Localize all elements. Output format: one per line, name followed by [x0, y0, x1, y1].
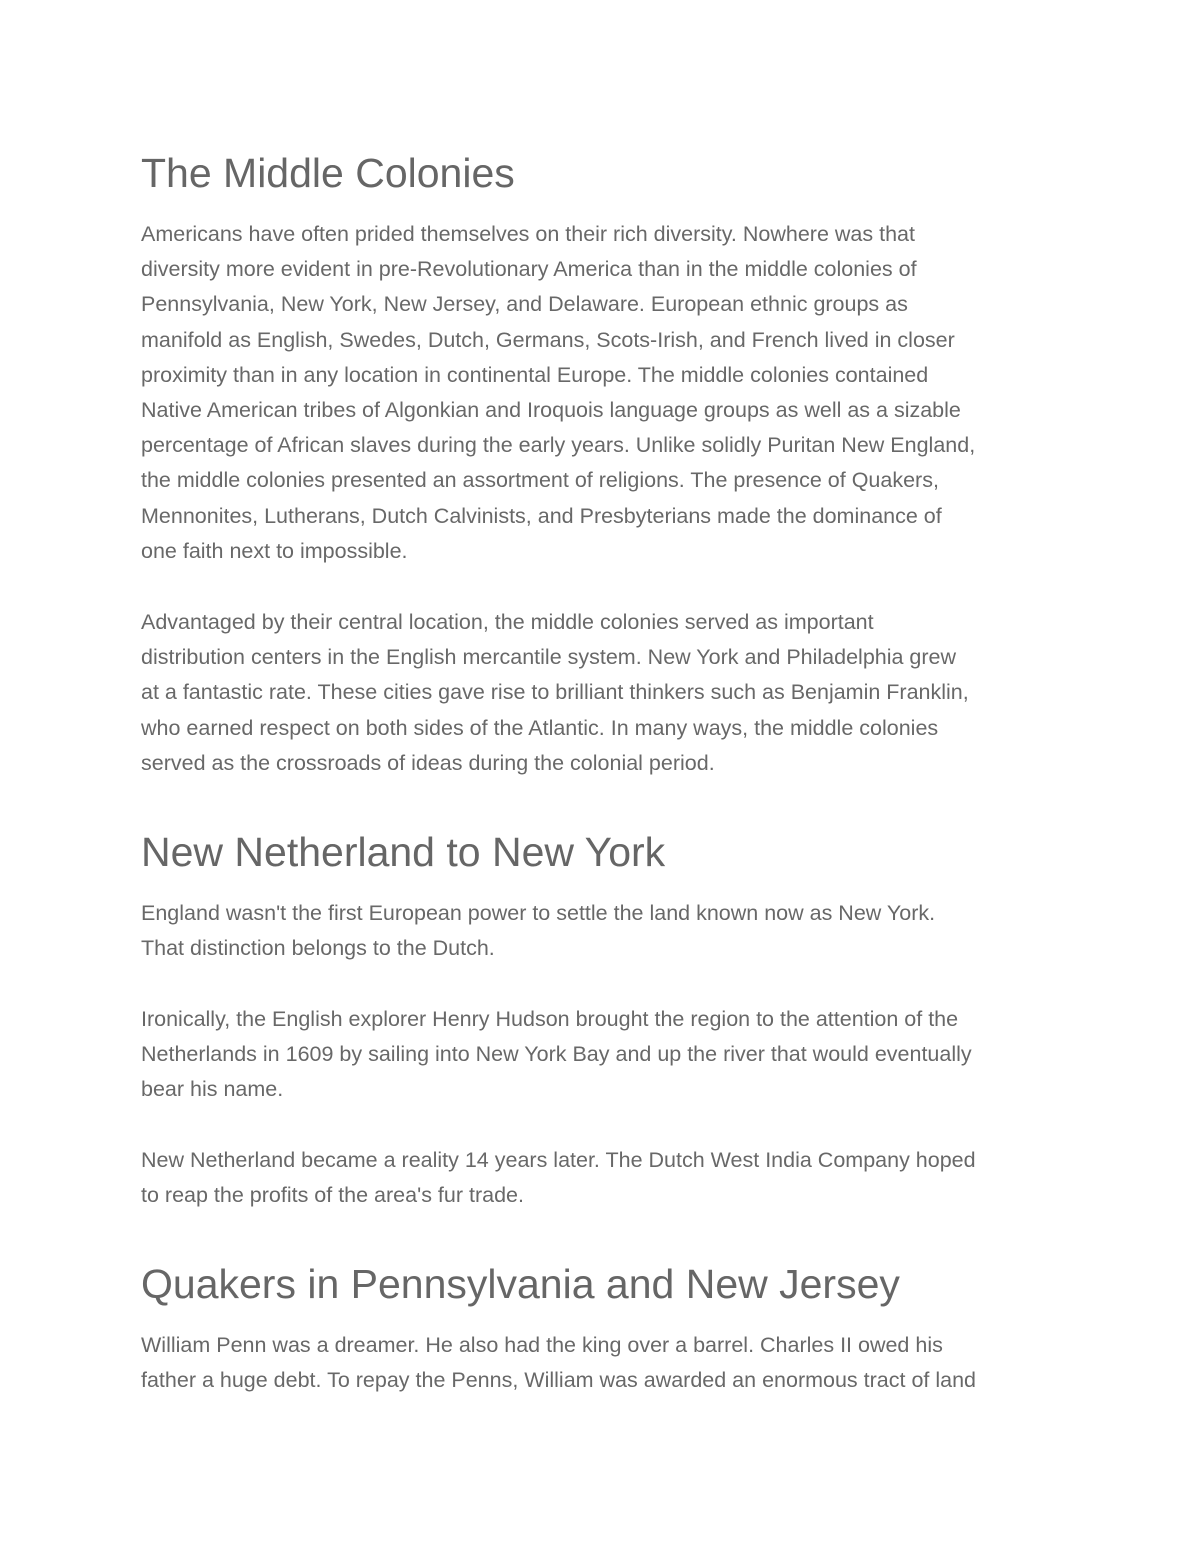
paragraph-west-india-company	[141, 1143, 1071, 1213]
text-line: William Penn was a dreamer. He also had the king over a barrel. Charles II owed his	[141, 1333, 943, 1357]
text-line: distribution centers in the English mercantile system. New York and Philadelphia grew	[141, 645, 957, 670]
text-line: England wasn't the first European power to settle the land known now as New York.	[141, 901, 936, 925]
text-line: at a fantastic rate. These cities gave rise to brilliant thinkers such as Benjamin Franklin,	[141, 680, 969, 705]
text-line: Advantaged by their central location, the middle colonies served as important	[141, 610, 874, 634]
heading-quakers: Quakers in Pennsylvania and New Jersey	[141, 1261, 900, 1307]
text-line: proximity than in any location in continental Europe. The middle colonies contained	[141, 362, 929, 387]
text-line: Americans have often prided themselves on their rich diversity. Nowhere was that	[141, 222, 915, 246]
text-line: diversity more evident in pre-Revolutionary America than in the middle colonies of	[141, 257, 917, 282]
text-line: the middle colonies presented an assortment of religions. The presence of Quakers,	[141, 468, 939, 493]
heading-new-netherland: New Netherland to New York	[141, 829, 666, 875]
text-line: manifold as English, Swedes, Dutch, Germans, Scots-Irish, and French lived in closer	[141, 327, 955, 352]
paragraph-henry-hudson	[141, 1002, 1071, 1108]
text-line: bear his name.	[141, 1077, 284, 1102]
text-line: Ironically, the English explorer Henry Hudson brought the region to the attention of the	[141, 1007, 959, 1031]
paragraph-central-location	[141, 605, 1071, 781]
text-line: served as the crossroads of ideas during the colonial period.	[141, 750, 715, 775]
paragraph-william-penn	[141, 1328, 1071, 1398]
text-line: Mennonites, Lutherans, Dutch Calvinists, and Presbyterians made the dominance of	[141, 503, 942, 528]
text-line: Pennsylvania, New York, New Jersey, and Delaware. European ethnic groups as	[141, 292, 908, 317]
text-line: Native American tribes of Algonkian and Iroquois language groups as well as a sizable	[141, 397, 961, 422]
text-line: who earned respect on both sides of the Atlantic. In many ways, the middle colonies	[141, 715, 939, 740]
text-line: That distinction belongs to the Dutch.	[141, 936, 495, 961]
text-line: to reap the profits of the area's fur trade.	[141, 1183, 524, 1208]
text-line: Netherlands in 1609 by sailing into New York Bay and up the river that would eventually	[141, 1042, 972, 1067]
heading-middle-colonies: The Middle Colonies	[141, 150, 515, 196]
text-line: one faith next to impossible.	[141, 538, 408, 563]
paragraph-dutch-distinction	[141, 896, 1071, 966]
paragraph-diversity	[141, 217, 1071, 569]
text-line: father a huge debt. To repay the Penns, William was awarded an enormous tract of land	[141, 1368, 976, 1393]
text-line: percentage of African slaves during the early years. Unlike solidly Puritan New England,	[141, 433, 976, 458]
text-line: New Netherland became a reality 14 years later. The Dutch West India Company hoped	[141, 1148, 976, 1172]
